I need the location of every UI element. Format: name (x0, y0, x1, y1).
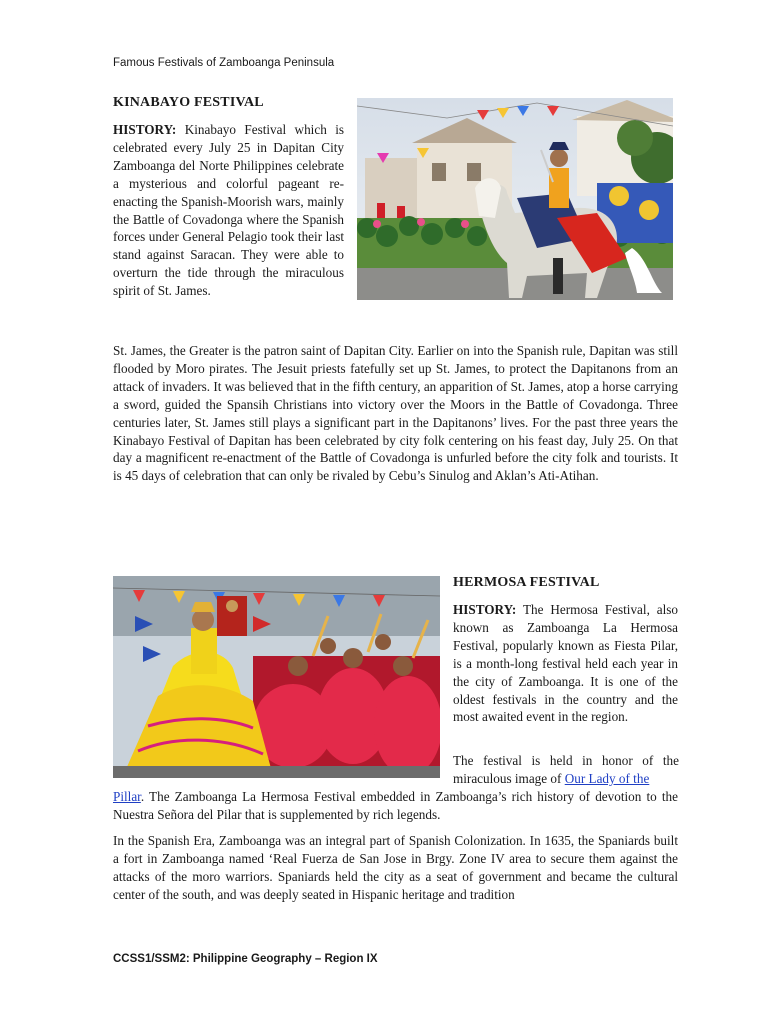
hermosa-paragraph-3: In the Spanish Era, Zamboanga was an integral part of Spanish Colonization. In 1635, the Spaniards built a fort in Zamboanga named ‘Real Fuerza de San Jose in Brgy. Zone IV area to secure them against the attacks of the moro warriors. Spaniards held the city as a seat of government and became the cultural center of the south, and was deeply seated in Hispanic heritage and tradition (113, 833, 678, 902)
kinabayo-paragraph-2: St. James, the Greater is the patron saint of Dapitan City. Earlier on into the Spanish rule, Dapitan was still flooded by Moro pirates. The Jesuit priests fatefully set up St. James, to protect the Dapitanons from an attack of invaders. It was believed that in the fifth century, an apparition of St. James, atop a horse carrying a sword, guided the Spansih Christians into victory over the Moors in the Battle of Covadonga. Three centuries later, St. James still plays a significant part in the Dapitanons’ lives. For the past three years the Kinabayo Festival of Dapitan has been celebrated by city folk centering on his feast day, July 25. On that day a magnificent re-enactment of the Battle of Covadonga is unfurled before the city folk and tourists. It is 45 days of celebration that can only be rivaled by Cebu’s Sinulog and Aklan’s Ati-Atihan. (113, 343, 678, 484)
hermosa-photo (113, 576, 440, 778)
hermosa-history-label: HISTORY: (453, 602, 517, 617)
hermosa-history (453, 601, 678, 726)
kinabayo-history-text: Kinabayo Festival which is celebrated every July 25 in Dapitan City Zamboanga del Norte Philippines celebrate a mysterious and colorful pageant re-enacting the Spanish-Moorish wars, mainly the Battle of Covadonga where the Spanish forces under General Pelagio took their last stand against Saracan. They were able to overturn the tide through the miraculous spirit of St. James. (113, 122, 344, 299)
kinabayo-title: KINABAYO FESTIVAL (113, 95, 264, 110)
page-header: Famous Festivals of Zamboanga Peninsula (113, 57, 335, 69)
hermosa-para2-text-after: . The Zamboanga La Hermosa Festival embedded in Zamboanga’s rich history of devotion to the Nuestra Señora del Pilar that is supplemented by rich legends. (113, 789, 678, 822)
hermosa-para2-text-before: The festival is held in honor of the miraculous image of (453, 753, 679, 786)
hermosa-history-text: The Hermosa Festival, also known as Zamboanga La Hermosa Festival, popularly known as Fiesta Pilar, is a month-long festival held each year in the city of Zamboanga. It is one of the oldest festivals in the country and the most awaited event in the region. (453, 602, 678, 725)
hermosa-paragraph-2-start (453, 752, 679, 788)
our-lady-of-the-pillar-link-part2[interactable]: Pillar (113, 789, 141, 804)
hermosa-title: HERMOSA FESTIVAL (453, 575, 600, 590)
kinabayo-history-label: HISTORY: (113, 122, 177, 137)
kinabayo-photo-illustration (357, 98, 673, 300)
hermosa-photo-illustration (113, 576, 440, 778)
page-footer: CCSS1/SSM2: Philippine Geography – Region IX (113, 953, 378, 965)
hermosa-paragraph-2-end (113, 788, 678, 824)
kinabayo-photo (357, 98, 673, 300)
our-lady-of-the-pillar-link-part1[interactable]: Our Lady of the (564, 770, 650, 786)
kinabayo-history (113, 121, 344, 300)
